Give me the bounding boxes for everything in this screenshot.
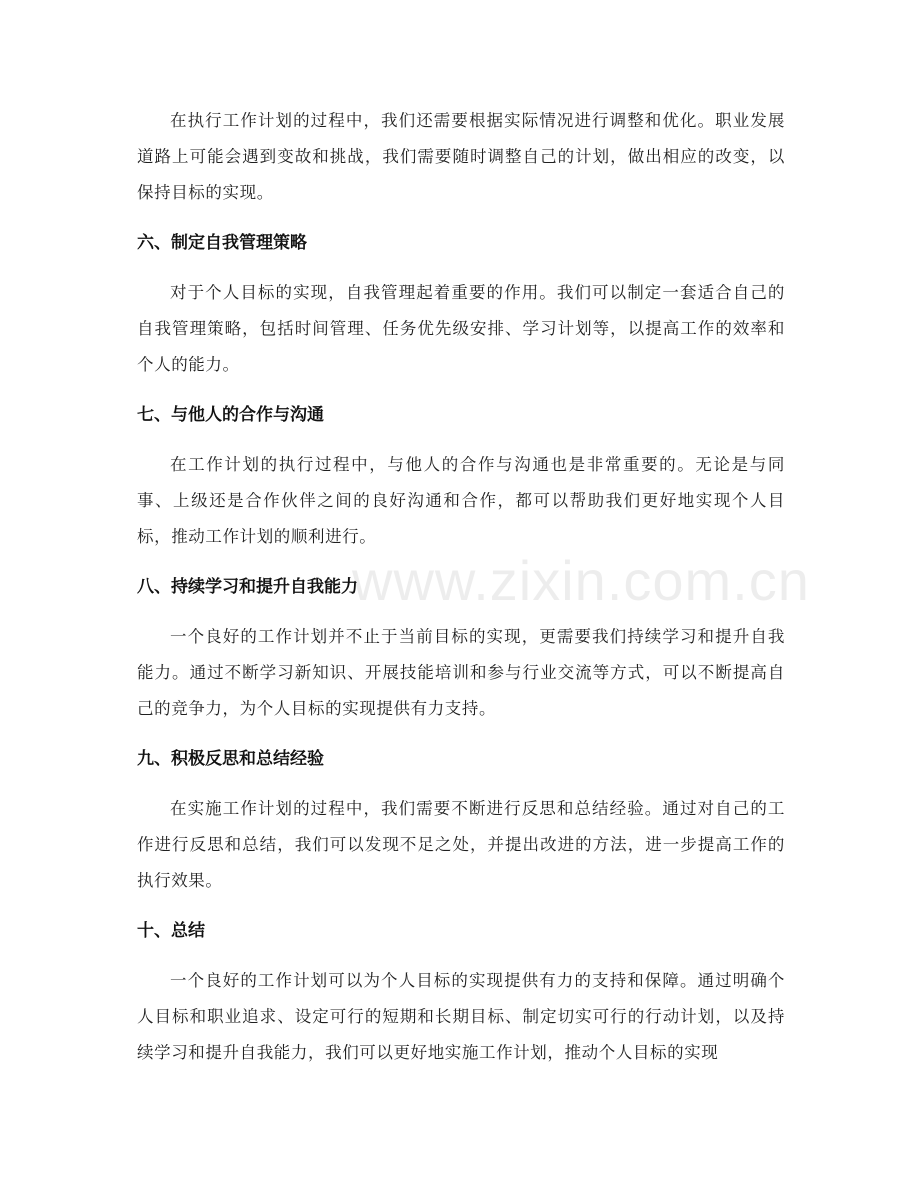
paragraph-adjust-optimize: 在执行工作计划的过程中，我们还需要根据实际情况进行调整和优化。职业发展道路上可能会遇到变故和挑战，我们需要随时调整自己的计划，做出相应的改变，以保持目标的实现。 xyxy=(137,111,785,202)
paragraph-section-10: 一个良好的工作计划可以为个人目标的实现提供有力的支持和保障。通过明确个人目标和职业追求、设定可行的短期和长期目标、制定切实可行的行动计划，以及持续学习和提升自我能力，我们可以更好地实施工作计划，推动个人目标的实现 xyxy=(137,971,785,1062)
heading-section-10: 十、总结 xyxy=(137,921,205,941)
heading-section-7: 七、与他人的合作与沟通 xyxy=(137,405,324,425)
paragraph-section-6: 对于个人目标的实现，自我管理起着重要的作用。我们可以制定一套适合自己的自我管理策略，包括时间管理、任务优先级安排、学习计划等，以提高工作的效率和个人的能力。 xyxy=(137,283,785,374)
heading-section-6: 六、制定自我管理策略 xyxy=(137,233,307,253)
heading-section-8: 八、持续学习和提升自我能力 xyxy=(137,577,358,597)
watermark: www.zixin.com.cn xyxy=(352,549,810,612)
document-body xyxy=(137,103,785,1071)
paragraph-section-7: 在工作计划的执行过程中，与他人的合作与沟通也是非常重要的。无论是与同事、上级还是合作伙伴之间的良好沟通和合作，都可以帮助我们更好地实现个人目标，推动工作计划的顺利进行。 xyxy=(137,455,785,546)
paragraph-section-8: 一个良好的工作计划并不止于当前目标的实现，更需要我们持续学习和提升自我能力。通过不断学习新知识、开展技能培训和参与行业交流等方式，可以不断提高自己的竞争力，为个人目标的实现提供有力支持。 xyxy=(137,627,785,718)
paragraph-section-9: 在实施工作计划的过程中，我们需要不断进行反思和总结经验。通过对自己的工作进行反思和总结，我们可以发现不足之处，并提出改进的方法，进一步提高工作的执行效果。 xyxy=(137,799,785,890)
heading-section-9: 九、积极反思和总结经验 xyxy=(137,749,324,769)
